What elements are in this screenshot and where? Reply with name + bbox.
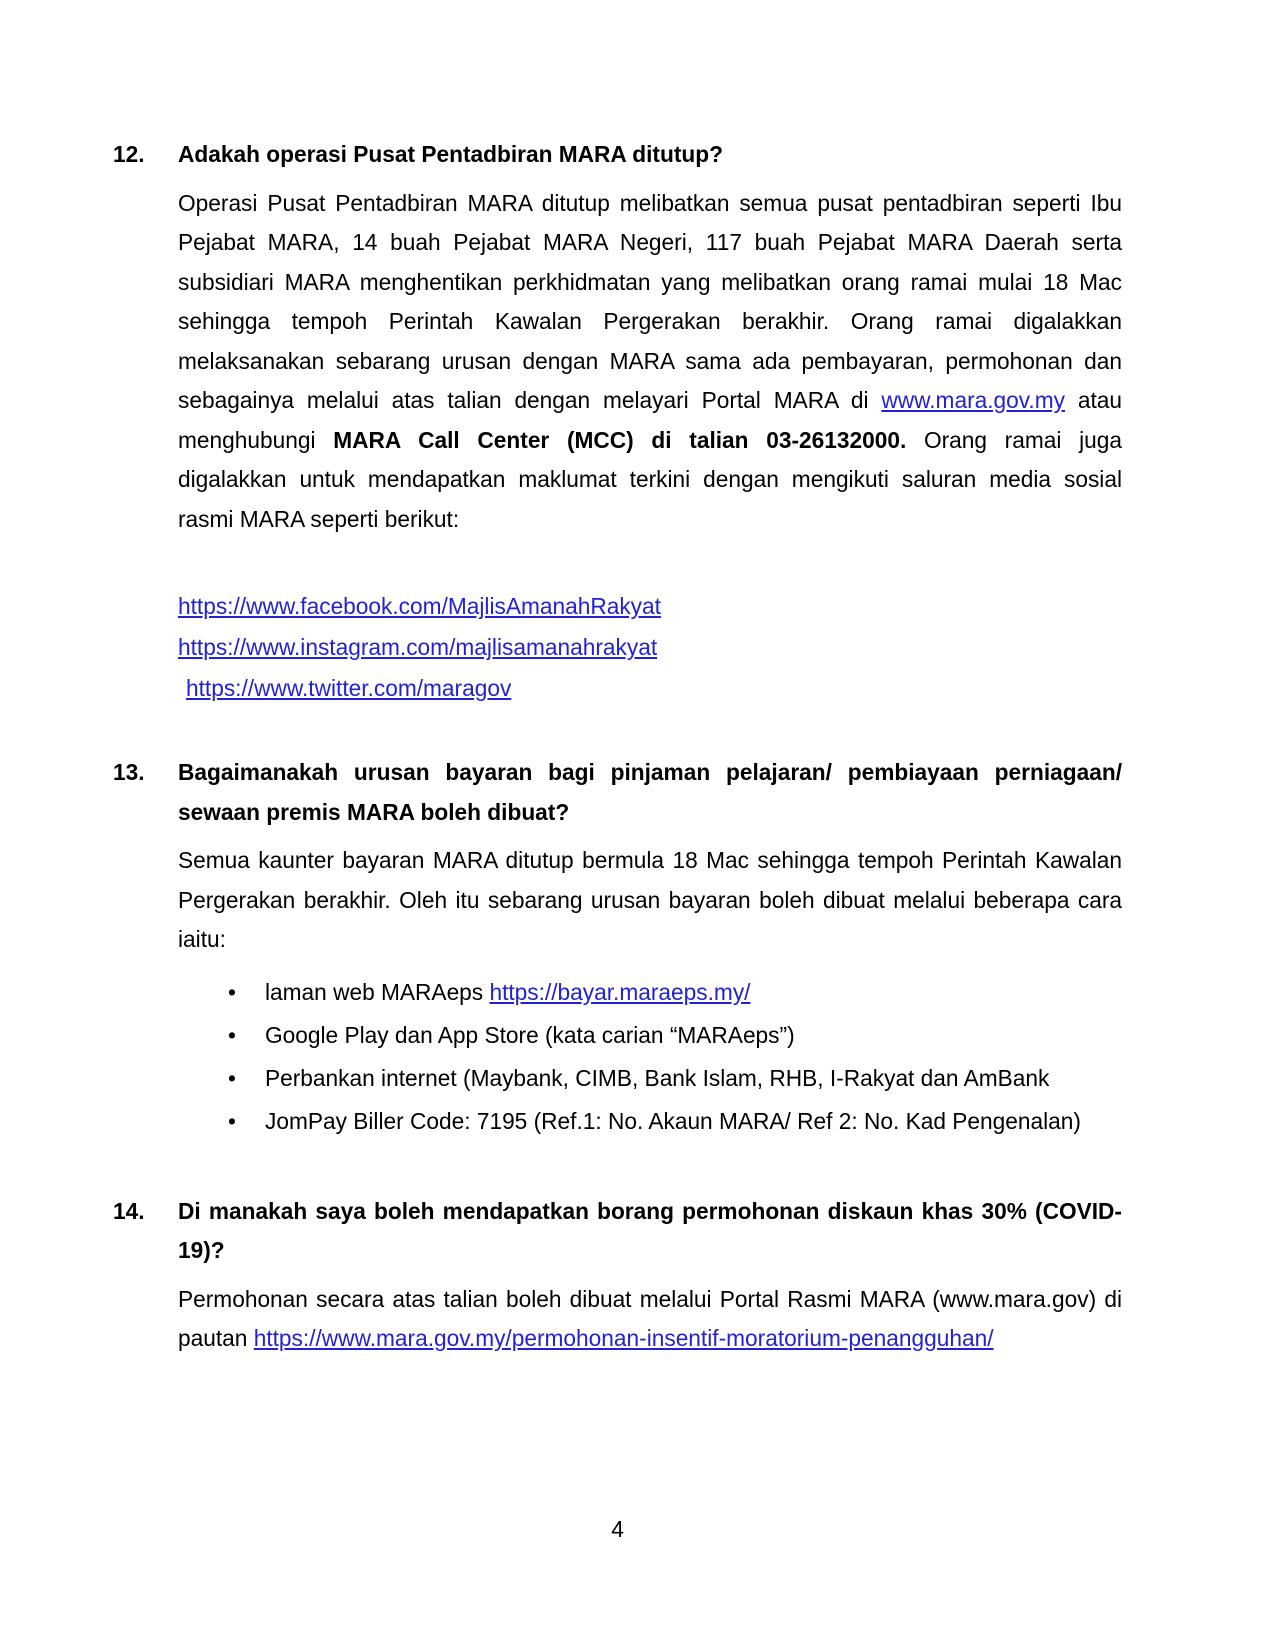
payment-methods-list — [178, 971, 1122, 1143]
section-number: 13. — [113, 759, 145, 785]
list-item — [265, 971, 1122, 1014]
list-item — [265, 1100, 1122, 1143]
faq-section-14 — [113, 1192, 1122, 1359]
section-number: 12. — [113, 141, 145, 167]
text-run: atau menghubungi — [178, 387, 1122, 453]
text-run: Perbankan internet (Maybank, CIMB, Bank Islam, RHB, I-Rakyat dan AmBank — [265, 1064, 1050, 1091]
list-item — [265, 1057, 1122, 1100]
bold-text-run: MARA Call Center (MCC) di talian 03-26132000. — [333, 426, 907, 453]
inline-link[interactable]: https://www.mara.gov.my/permohonan-insentif-moratorium-penangguhan/ — [253, 1325, 994, 1351]
page-content — [113, 135, 1122, 1359]
social-links — [178, 586, 1122, 709]
section-body — [178, 1192, 1122, 1359]
section-number: 14. — [113, 1197, 145, 1224]
inline-link[interactable]: www.mara.gov.my — [881, 387, 1065, 413]
section-body — [178, 753, 1122, 1143]
faq-section-12 — [113, 135, 1122, 709]
faq-section-13 — [113, 753, 1122, 1143]
section-body — [178, 135, 1122, 709]
section-heading: Di manakah saya boleh mendapatkan borang permohonan diskaun khas 30% (COVID-19)? — [178, 1197, 1122, 1263]
text-run: Operasi Pusat Pentadbiran MARA ditutup melibatkan semua pusat pentadbiran seperti Ibu Pejabat MARA, 14 buah Pejabat MARA Negeri, 117 buah Pejabat MARA Daerah serta subsidiari MARA menghentikan perkhidmatan yang melibatkan orang ramai mulai 18 Mac sehingga tempoh Perintah Kawalan Pergerakan berakhir. Orang ramai digalakkan melaksanakan sebarang urusan dengan MARA sama ada pembayaran, permohonan dan sebagainya melalui atas talian dengan melayari Portal MARA di — [178, 189, 1122, 413]
twitter-link[interactable]: https://www.twitter.com/maragov — [186, 675, 512, 701]
section-heading: Bagaimanakah urusan bayaran bagi pinjaman pelajaran/ pembiayaan perniagaan/ sewaan premis MARA boleh dibuat? — [178, 759, 1122, 825]
facebook-link[interactable]: https://www.facebook.com/MajlisAmanahRakyat — [178, 593, 661, 619]
instagram-link[interactable]: https://www.instagram.com/majlisamanahrakyat — [178, 634, 658, 660]
text-run: Google Play dan App Store (kata carian “MARAeps”) — [265, 1021, 795, 1048]
text-run: Orang ramai juga digalakkan untuk mendapatkan maklumat terkini dengan mengikuti saluran media sosial rasmi MARA seperti berikut: — [178, 426, 1122, 532]
text-run: Permohonan secara atas talian boleh dibuat melalui Portal Rasmi MARA (www.mara.gov) di pautan — [178, 1285, 1122, 1351]
text-run: JomPay Biller Code: 7195 (Ref.1: No. Akaun MARA/ Ref 2: No. Kad Pengenalan) — [265, 1107, 1081, 1134]
text-run: laman web MARAeps — [265, 978, 490, 1005]
page-number: 4 — [611, 1516, 624, 1542]
section-paragraph — [178, 184, 1122, 540]
section-heading: Adakah operasi Pusat Pentadbiran MARA ditutup? — [178, 141, 723, 167]
section-paragraph — [178, 1280, 1122, 1359]
inline-link[interactable]: https://bayar.maraeps.my/ — [489, 978, 751, 1005]
list-item — [265, 1014, 1122, 1057]
section-paragraph: Semua kaunter bayaran MARA ditutup bermula 18 Mac sehingga tempoh Perintah Kawalan Pergerakan berakhir. Oleh itu sebarang urusan bayaran boleh dibuat melalui beberapa cara iaitu: — [178, 847, 1122, 952]
